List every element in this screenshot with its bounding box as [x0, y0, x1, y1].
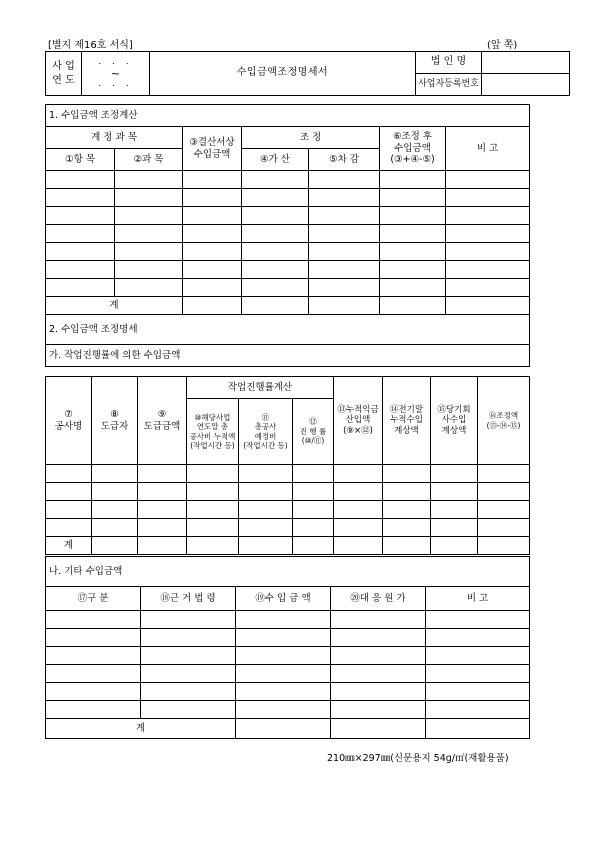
total-row — [46, 297, 530, 315]
input-cell[interactable] — [331, 719, 426, 739]
input-cell[interactable] — [46, 243, 115, 261]
input-cell[interactable] — [183, 279, 242, 297]
input-cell[interactable] — [334, 501, 383, 519]
input-cell[interactable] — [239, 537, 293, 555]
input-cell[interactable] — [426, 683, 530, 701]
table-row — [46, 629, 530, 647]
form-title: 수입금액조정명세서 — [150, 52, 416, 96]
input-cell[interactable] — [309, 225, 380, 243]
biz-year-label — [46, 52, 82, 96]
input-cell[interactable] — [239, 465, 293, 483]
table-row — [46, 683, 530, 701]
input-cell[interactable] — [242, 297, 309, 315]
input-cell[interactable] — [46, 519, 92, 537]
biz-year-label-top: 사 업 — [52, 60, 75, 72]
biz-year-period[interactable] — [82, 52, 150, 96]
period-end-dots: . . . — [98, 79, 133, 89]
input-cell[interactable] — [431, 465, 478, 483]
period-start-dots: . . . — [98, 56, 133, 67]
col-total-estimated-cost: ⑪ 총공사 예정비 (작업시간 등) — [239, 399, 293, 465]
section2a-total-label: 계 — [46, 537, 92, 555]
input-cell[interactable] — [115, 207, 183, 225]
input-cell[interactable] — [331, 665, 426, 683]
input-cell[interactable] — [183, 297, 242, 315]
input-cell[interactable] — [236, 719, 331, 739]
input-cell[interactable] — [426, 719, 530, 739]
table-row — [46, 279, 530, 297]
col-cumulative-revenue: ⑬누적익금 산입액 (⑨×⑫) — [334, 377, 383, 465]
input-cell[interactable] — [334, 519, 383, 537]
input-cell[interactable] — [183, 189, 242, 207]
input-cell[interactable] — [431, 483, 478, 501]
input-cell[interactable] — [383, 465, 431, 483]
input-cell[interactable] — [183, 171, 242, 189]
input-cell[interactable] — [115, 171, 183, 189]
table-row — [46, 647, 530, 665]
col-settled-revenue: ③결산서상 수입금액 — [183, 127, 242, 171]
input-cell[interactable] — [242, 243, 309, 261]
section1-heading: 1. 수입금액 조정계산 — [46, 105, 530, 127]
input-cell[interactable] — [92, 519, 138, 537]
input-cell[interactable] — [331, 629, 426, 647]
input-cell[interactable] — [446, 243, 530, 261]
input-cell[interactable] — [183, 243, 242, 261]
other-revenue-table — [45, 556, 530, 739]
adjust-header: 조 정 — [242, 127, 380, 149]
input-cell[interactable] — [309, 207, 380, 225]
input-cell[interactable] — [309, 243, 380, 261]
progress-calc-header: 작업진행률계산 — [187, 377, 334, 399]
header-table — [45, 51, 570, 96]
input-cell[interactable] — [115, 261, 183, 279]
input-cell[interactable] — [334, 537, 383, 555]
input-cell[interactable] — [309, 261, 380, 279]
input-cell[interactable] — [309, 189, 380, 207]
input-cell[interactable] — [46, 483, 92, 501]
input-cell[interactable] — [380, 189, 446, 207]
input-cell[interactable] — [187, 483, 239, 501]
table-row — [46, 465, 530, 483]
input-cell[interactable] — [383, 537, 431, 555]
input-cell[interactable] — [138, 465, 187, 483]
table-row — [46, 611, 530, 629]
input-cell[interactable] — [426, 665, 530, 683]
table-row — [46, 501, 530, 519]
input-cell[interactable] — [183, 225, 242, 243]
input-cell[interactable] — [380, 207, 446, 225]
input-cell[interactable] — [478, 537, 530, 555]
input-cell[interactable] — [138, 483, 187, 501]
biz-reg-field[interactable] — [482, 74, 570, 96]
input-cell[interactable] — [236, 665, 331, 683]
input-cell[interactable] — [446, 279, 530, 297]
input-cell[interactable] — [141, 701, 236, 719]
account-header: 계 정 과 목 — [46, 127, 183, 149]
input-cell[interactable] — [187, 465, 239, 483]
table-row — [46, 225, 530, 243]
input-cell[interactable] — [293, 519, 334, 537]
input-cell[interactable] — [239, 483, 293, 501]
input-cell[interactable] — [293, 483, 334, 501]
input-cell[interactable] — [446, 297, 530, 315]
input-cell[interactable] — [236, 647, 331, 665]
input-cell[interactable] — [239, 501, 293, 519]
input-cell[interactable] — [309, 171, 380, 189]
col-subject: ②과 목 — [115, 149, 183, 171]
table-row — [46, 701, 530, 719]
input-cell[interactable] — [242, 207, 309, 225]
input-cell[interactable] — [446, 189, 530, 207]
input-cell[interactable] — [380, 297, 446, 315]
input-cell[interactable] — [141, 665, 236, 683]
col-item: ①항 목 — [46, 149, 115, 171]
input-cell[interactable] — [115, 189, 183, 207]
input-cell[interactable] — [426, 701, 530, 719]
input-cell[interactable] — [187, 501, 239, 519]
input-cell[interactable] — [446, 171, 530, 189]
input-cell[interactable] — [46, 189, 115, 207]
input-cell[interactable] — [293, 501, 334, 519]
input-cell[interactable] — [46, 261, 115, 279]
input-cell[interactable] — [141, 611, 236, 629]
input-cell[interactable] — [236, 629, 331, 647]
input-cell[interactable] — [380, 279, 446, 297]
input-cell[interactable] — [334, 483, 383, 501]
col-remarks: 비 고 — [446, 127, 530, 171]
table-row — [46, 243, 530, 261]
input-cell[interactable] — [46, 647, 141, 665]
input-cell[interactable] — [309, 279, 380, 297]
col-legal-basis: ⑱근 거 법 령 — [141, 587, 236, 611]
input-cell[interactable] — [46, 683, 141, 701]
input-cell[interactable] — [242, 225, 309, 243]
input-cell[interactable] — [242, 189, 309, 207]
biz-reg-label: 사업자등록번호 — [416, 74, 482, 96]
col-matching-cost: ⑳대 응 원 가 — [331, 587, 426, 611]
input-cell[interactable] — [138, 519, 187, 537]
input-cell[interactable] — [331, 611, 426, 629]
table-row — [46, 665, 530, 683]
input-cell[interactable] — [446, 261, 530, 279]
section2b-heading: 나. 기타 수입금액 — [46, 557, 530, 587]
input-cell[interactable] — [46, 501, 92, 519]
input-cell[interactable] — [92, 537, 138, 555]
table-row — [46, 171, 530, 189]
input-cell[interactable] — [478, 465, 530, 483]
input-cell[interactable] — [46, 665, 141, 683]
col-contract-amount: ⑨ 도급금액 — [138, 377, 187, 465]
corp-name-field[interactable] — [482, 52, 570, 74]
input-cell[interactable] — [431, 519, 478, 537]
input-cell[interactable] — [383, 483, 431, 501]
input-cell[interactable] — [46, 171, 115, 189]
input-cell[interactable] — [46, 207, 115, 225]
table-row — [46, 261, 530, 279]
input-cell[interactable] — [141, 629, 236, 647]
input-cell[interactable] — [380, 225, 446, 243]
input-cell[interactable] — [293, 537, 334, 555]
input-cell[interactable] — [46, 465, 92, 483]
input-cell[interactable] — [478, 501, 530, 519]
col-prev-cumulative: ⑭전기말 누적수입 계상액 — [383, 377, 431, 465]
input-cell[interactable] — [183, 261, 242, 279]
input-cell[interactable] — [187, 537, 239, 555]
total-row — [46, 537, 530, 555]
input-cell[interactable] — [380, 261, 446, 279]
col-classification: ⑰구 분 — [46, 587, 141, 611]
input-cell[interactable] — [446, 207, 530, 225]
input-cell[interactable] — [242, 261, 309, 279]
table-row — [46, 189, 530, 207]
input-cell[interactable] — [141, 683, 236, 701]
input-cell[interactable] — [380, 243, 446, 261]
input-cell[interactable] — [383, 501, 431, 519]
input-cell[interactable] — [331, 683, 426, 701]
col-deduction: ⑤차 감 — [309, 149, 380, 171]
form-number: [별지 제16호 서식] — [48, 40, 133, 51]
input-cell[interactable] — [242, 279, 309, 297]
col-current-revenue: ⑮당기회 사수입 계상액 — [431, 377, 478, 465]
input-cell[interactable] — [426, 629, 530, 647]
input-cell[interactable] — [239, 519, 293, 537]
section2b-total-label: 계 — [46, 719, 236, 739]
col-addition: ④가 산 — [242, 149, 309, 171]
input-cell[interactable] — [115, 243, 183, 261]
input-cell[interactable] — [46, 611, 141, 629]
col-adjusted-revenue: ⑥조정 후 수입금액 (③+④-⑤) — [380, 127, 446, 171]
input-cell[interactable] — [46, 225, 115, 243]
paper-spec-footer: 210㎜×297㎜(신문용지 54g/㎡(재활용품) — [327, 753, 509, 764]
input-cell[interactable] — [92, 465, 138, 483]
input-cell[interactable] — [236, 683, 331, 701]
input-cell[interactable] — [187, 519, 239, 537]
input-cell[interactable] — [334, 465, 383, 483]
input-cell[interactable] — [236, 701, 331, 719]
input-cell[interactable] — [46, 701, 141, 719]
page-side-label: (앞 쪽) — [487, 40, 518, 51]
table-row — [46, 483, 530, 501]
progress-revenue-table — [45, 376, 530, 555]
section2-heading: 2. 수입금액 조정명세 — [46, 315, 530, 345]
input-cell[interactable] — [293, 465, 334, 483]
col-progress-rate: ⑫ 진 행 률 (⑩/⑪) — [293, 399, 334, 465]
input-cell[interactable] — [115, 279, 183, 297]
section1-total-label: 계 — [46, 297, 183, 315]
input-cell[interactable] — [46, 279, 115, 297]
col-contractor: ⑧ 도급자 — [92, 377, 138, 465]
input-cell[interactable] — [115, 225, 183, 243]
input-cell[interactable] — [138, 537, 187, 555]
input-cell[interactable] — [431, 537, 478, 555]
input-cell[interactable] — [383, 519, 431, 537]
main-form-table — [45, 104, 530, 367]
input-cell[interactable] — [92, 501, 138, 519]
input-cell[interactable] — [92, 483, 138, 501]
input-cell[interactable] — [46, 629, 141, 647]
table-row — [46, 207, 530, 225]
corp-name-label: 법 인 명 — [416, 52, 482, 74]
col-cumulative-cost: ⑩해당사업 연도말 총 공사비 누적액 (작업시간 등) — [187, 399, 239, 465]
input-cell[interactable] — [141, 647, 236, 665]
input-cell[interactable] — [478, 519, 530, 537]
total-row — [46, 719, 530, 739]
input-cell[interactable] — [426, 611, 530, 629]
input-cell[interactable] — [138, 501, 187, 519]
biz-year-label-bottom: 연 도 — [52, 74, 75, 86]
col-project-name: ⑦ 공사명 — [46, 377, 92, 465]
input-cell[interactable] — [431, 501, 478, 519]
col-revenue-amount: ⑲수 입 금 액 — [236, 587, 331, 611]
input-cell[interactable] — [331, 647, 426, 665]
input-cell[interactable] — [183, 207, 242, 225]
section2a-heading: 가. 작업진행률에 의한 수입금액 — [46, 345, 530, 367]
input-cell[interactable] — [380, 171, 446, 189]
input-cell[interactable] — [478, 483, 530, 501]
table-row — [46, 519, 530, 537]
input-cell[interactable] — [242, 171, 309, 189]
input-cell[interactable] — [446, 225, 530, 243]
col-adjustment: ⑯조정액 (⑬-⑭-⑮) — [478, 377, 530, 465]
period-tilde: ~ — [110, 67, 121, 80]
input-cell[interactable] — [309, 297, 380, 315]
col-remarks-b: 비 고 — [426, 587, 530, 611]
input-cell[interactable] — [236, 611, 331, 629]
input-cell[interactable] — [426, 647, 530, 665]
input-cell[interactable] — [331, 701, 426, 719]
